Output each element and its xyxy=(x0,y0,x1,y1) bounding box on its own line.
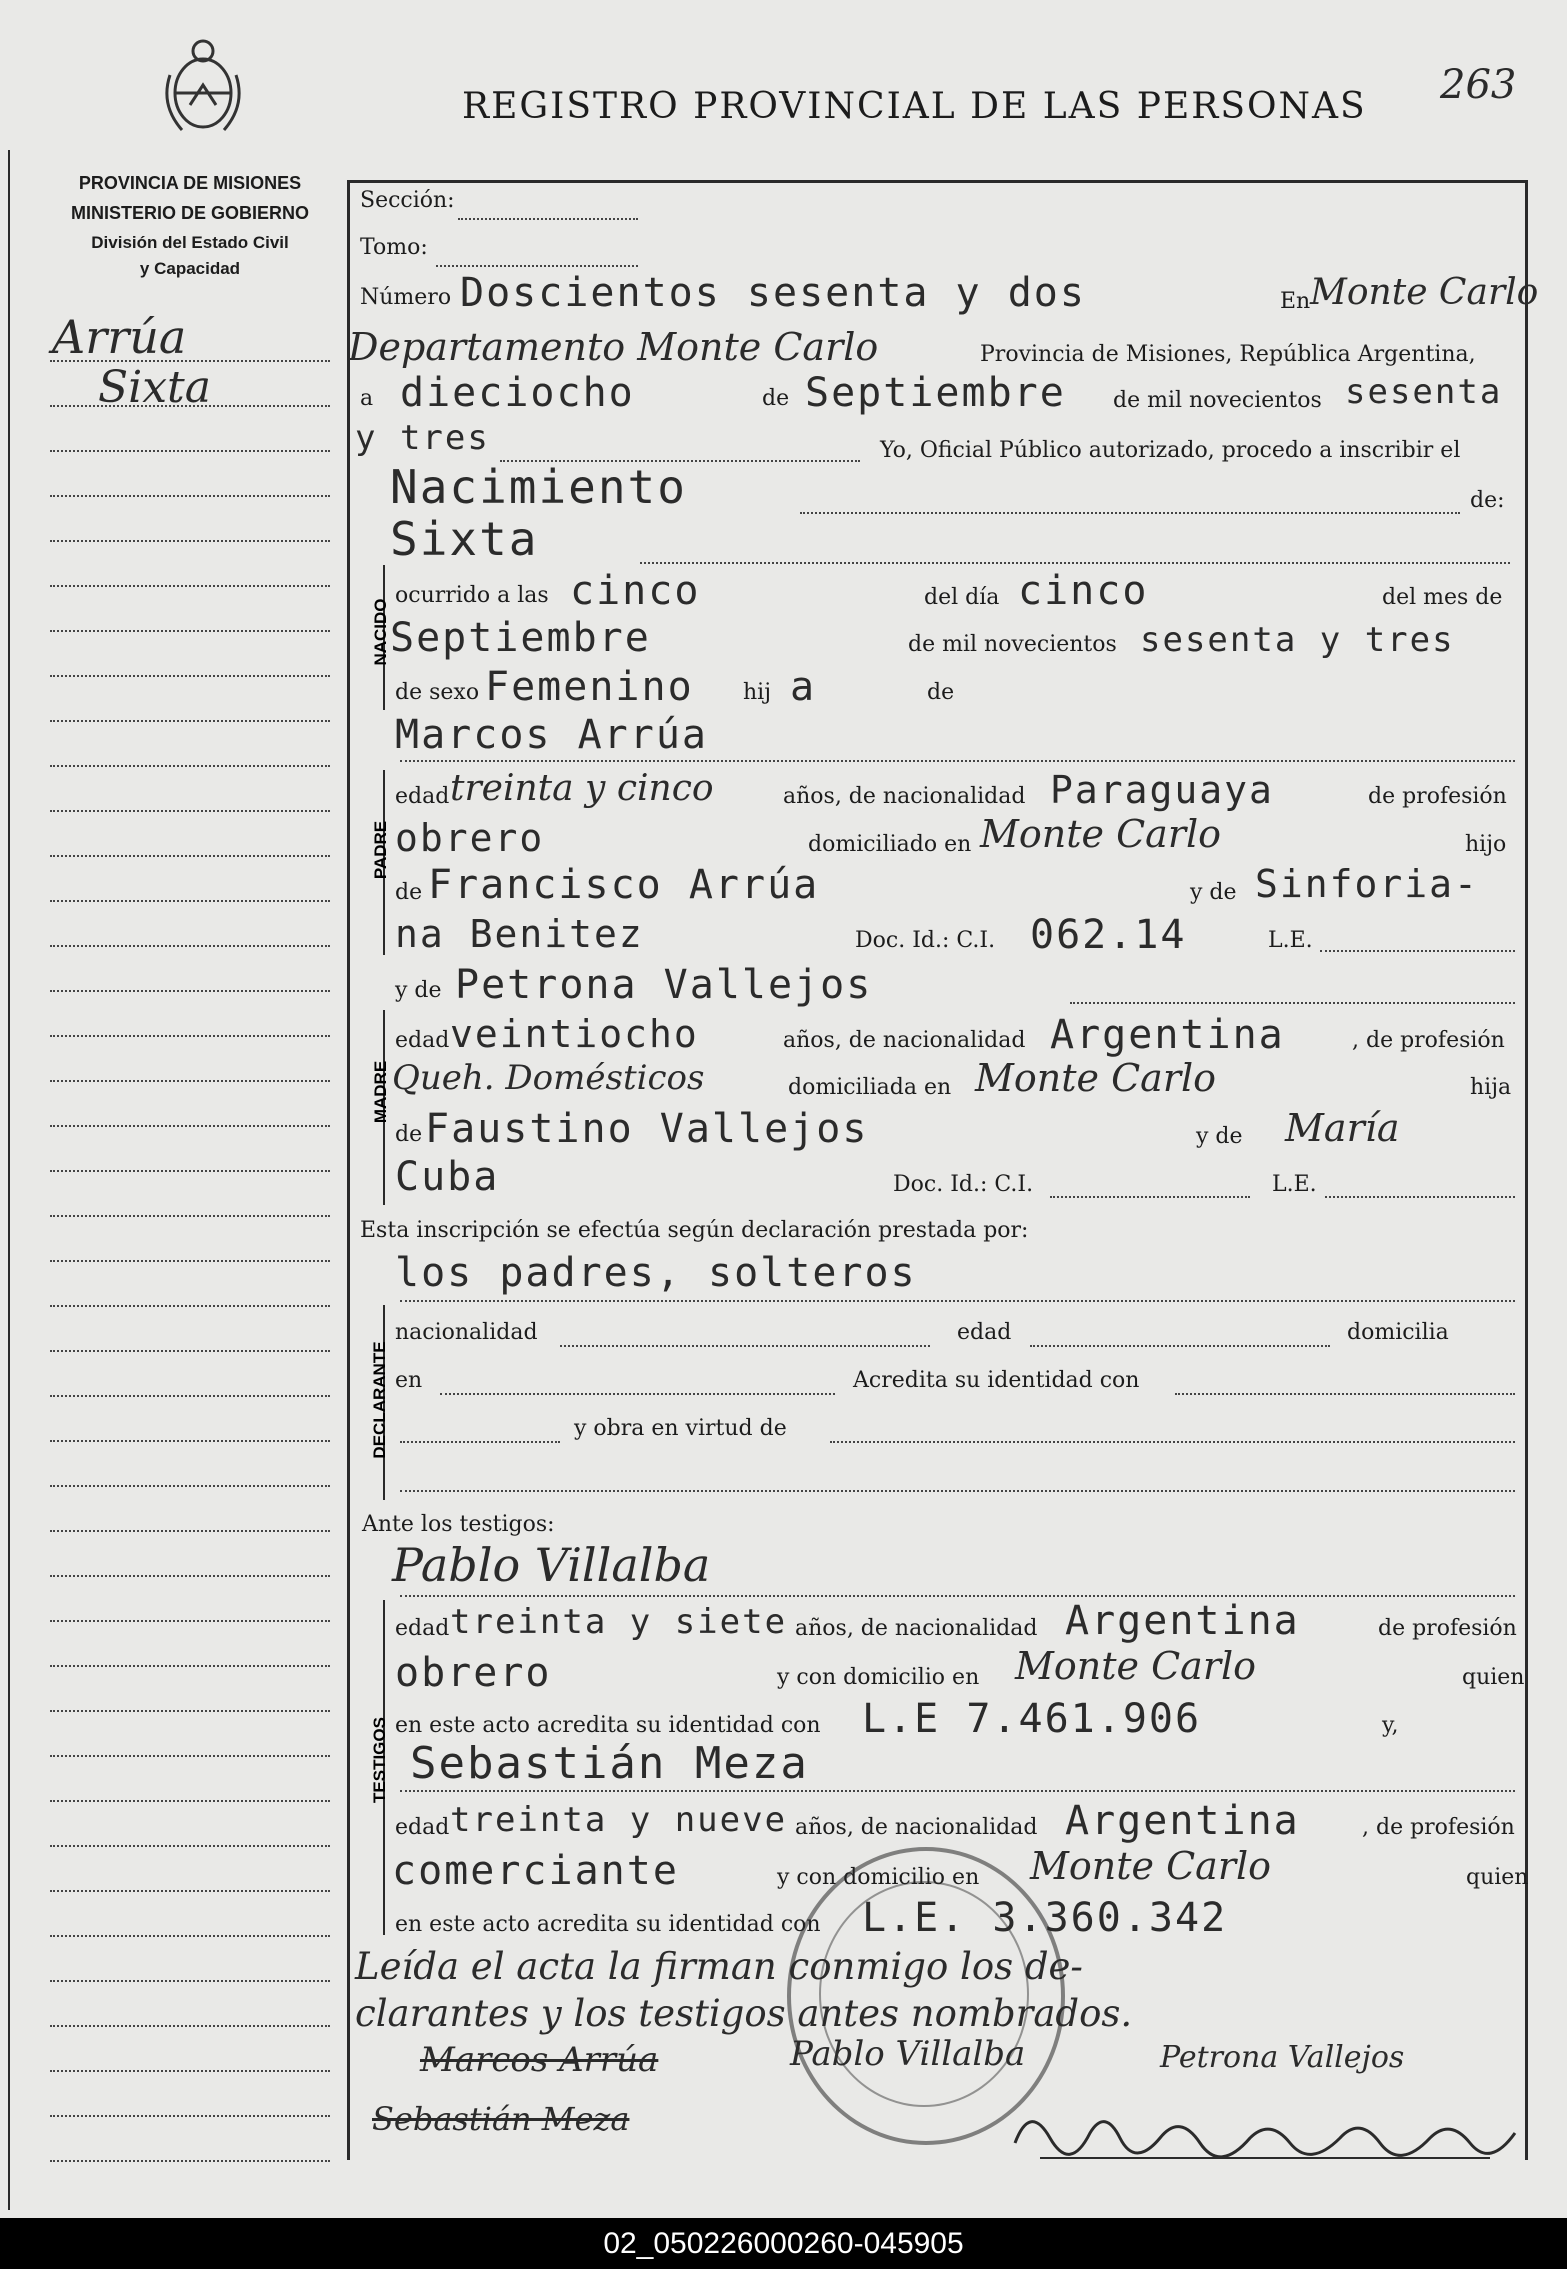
quien-label-2: quien xyxy=(1466,1865,1529,1890)
padre-ci-value: 062.14 xyxy=(1030,912,1187,958)
abuela-m-value-2: Cuba xyxy=(395,1154,500,1200)
signature-oficial-icon xyxy=(1010,2098,1520,2168)
madre-domicilio-value: Monte Carlo xyxy=(975,1056,1217,1100)
signature-padre: Marcos Arrúa xyxy=(420,2040,659,2080)
edad-label: edad xyxy=(395,784,450,809)
acredita-label-2: en este acto acredita su identidad con xyxy=(395,1713,821,1738)
numero-label: Número xyxy=(360,285,452,310)
testigo1-nacionalidad-value: Argentina xyxy=(1065,1598,1300,1644)
y-de-label-3: y de xyxy=(1196,1124,1243,1149)
cierre-line-1: Leída el acta la firman conmigo los de- xyxy=(355,1945,1083,1988)
edad-label-5: edad xyxy=(395,1815,450,1840)
de-mil-label: de mil novecientos xyxy=(1113,388,1322,413)
anio-value: sesenta xyxy=(1345,372,1503,412)
del-mes-label: del mes de xyxy=(1382,585,1503,610)
dia-value: dieciocho xyxy=(400,370,635,416)
signature-madre: Petrona Vallejos xyxy=(1160,2040,1405,2075)
de-profesion-label-2: , de profesión xyxy=(1352,1028,1505,1053)
archive-code: 02_050226000260-045905 xyxy=(0,2218,1567,2269)
de-colon-label: de: xyxy=(1470,488,1505,513)
padre-nacionalidad-value: Paraguaya xyxy=(1050,768,1274,812)
testigo1-nombre-value: Pablo Villalba xyxy=(392,1538,711,1592)
edad-label-4: edad xyxy=(395,1616,450,1641)
en-label-2: en xyxy=(395,1368,423,1393)
obra-label: y obra en virtud de xyxy=(574,1416,787,1441)
le-label: L.E. xyxy=(1268,928,1313,953)
left-edge xyxy=(8,150,10,2210)
de-mil-label-2: de mil novecientos xyxy=(908,632,1117,657)
del-dia-label: del día xyxy=(924,585,1000,610)
padre-domicilio-value: Monte Carlo xyxy=(980,812,1222,856)
padre-nombre-value: Marcos Arrúa xyxy=(395,712,708,758)
cierre-line-2: clarantes y los testigos antes nombrados. xyxy=(355,1992,1133,2035)
y-domicilio-label-2: y con domicilio en xyxy=(777,1865,980,1890)
mes-value: Septiembre xyxy=(805,370,1066,416)
padre-edad-value: treinta y cinco xyxy=(450,768,714,809)
declarante-value: los padres, solteros xyxy=(395,1250,917,1296)
testigo2-nombre-value: Sebastián Meza xyxy=(410,1738,809,1789)
testigo1-doc-value: L.E 7.461.906 xyxy=(862,1696,1202,1742)
testigo1-profesion-value: obrero xyxy=(395,1650,552,1696)
en-value: Monte Carlo xyxy=(1310,272,1539,313)
de-sexo-label: de sexo xyxy=(395,680,480,705)
margin-given-name: Sixta xyxy=(98,362,211,413)
doc-id-label-2: Doc. Id.: C.I. xyxy=(893,1172,1034,1197)
ocurrido-label: ocurrido a las xyxy=(395,583,549,608)
domiciliado-label: domiciliado en xyxy=(808,832,972,857)
provincia-label: Provincia de Misiones, República Argentina, xyxy=(980,342,1476,367)
hijo-label: hijo xyxy=(1465,832,1507,857)
abuela-p-value-2: na Benitez xyxy=(395,912,644,956)
sexo-value: Femenino xyxy=(485,664,694,710)
section-testigos: TESTIGOS xyxy=(370,1717,389,1803)
acto-value: Nacimiento xyxy=(390,460,687,514)
ante-testigos-label: Ante los testigos: xyxy=(362,1512,555,1537)
tomo-label: Tomo: xyxy=(360,235,428,260)
madre-nacionalidad-value: Argentina xyxy=(1050,1012,1285,1058)
departamento-value: Departamento Monte Carlo xyxy=(348,325,879,369)
en-label: En xyxy=(1280,289,1311,314)
abuelo-p-value: Francisco Arrúa xyxy=(428,862,820,908)
hij-suffix-value: a xyxy=(790,664,817,710)
nacionalidad-label: nacionalidad xyxy=(395,1320,538,1345)
anos-nac-label-2: años, de nacionalidad xyxy=(783,1028,1026,1053)
testigo2-doc-value: L.E. 3.360.342 xyxy=(862,1895,1228,1941)
de-label: de xyxy=(762,386,790,411)
province-label: PROVINCIA DE MISIONES xyxy=(78,173,302,193)
madre-nombre-value: Petrona Vallejos xyxy=(455,962,873,1008)
coat-of-arms-icon xyxy=(160,35,246,135)
section-nacido: NACIDO xyxy=(371,598,390,666)
quien-label: quien xyxy=(1462,1665,1525,1690)
abuela-m-value: María xyxy=(1285,1106,1400,1150)
division-label: División del Estado Civil xyxy=(91,233,289,252)
abuela-p-value: Sinforia- xyxy=(1255,862,1479,906)
acredita-label: Acredita su identidad con xyxy=(853,1368,1140,1393)
margin-surname: Arrúa xyxy=(52,310,187,364)
right-border xyxy=(1525,180,1528,2160)
numero-value: Doscientos sesenta y dos xyxy=(460,270,1086,316)
a-label: a xyxy=(360,386,374,411)
de-profesion-label: de profesión xyxy=(1368,784,1507,809)
domicilia-label: domicilia xyxy=(1347,1320,1449,1345)
le-label-2: L.E. xyxy=(1272,1172,1317,1197)
signature-testigo1: Pablo Villalba xyxy=(790,2034,1026,2074)
section-madre: MADRE xyxy=(371,1060,390,1124)
y-de-label: y de xyxy=(1190,880,1237,905)
document-title: REGISTRO PROVINCIAL DE LAS PERSONAS xyxy=(462,86,1367,127)
inscripcion-label: Esta inscripción se efectúa según declaración prestada por: xyxy=(360,1218,1029,1243)
testigo1-edad-value: treinta y siete xyxy=(450,1602,788,1642)
testigo2-nacionalidad-value: Argentina xyxy=(1065,1798,1300,1844)
doc-id-label: Doc. Id.: C.I. xyxy=(855,928,996,953)
y-domicilio-label: y con domicilio en xyxy=(777,1665,980,1690)
testigo2-domicilio-value: Monte Carlo xyxy=(1030,1844,1272,1888)
acredita-label-3: en este acto acredita su identidad con xyxy=(395,1912,821,1937)
y-de-label-2: y de xyxy=(395,978,442,1003)
de-profesion-label-3: de profesión xyxy=(1378,1616,1517,1641)
division-label-2: y Capacidad xyxy=(139,259,241,278)
yo-oficial-label: Yo, Oficial Público autorizado, procedo a inscribir el xyxy=(880,438,1461,463)
domiciliada-label: domiciliada en xyxy=(788,1075,952,1100)
hij-label: hij xyxy=(743,680,772,705)
seccion-label: Sección: xyxy=(360,188,455,213)
testigo2-edad-value: treinta y nueve xyxy=(450,1800,788,1840)
anio-nac-value: sesenta y tres xyxy=(1140,620,1455,660)
top-border xyxy=(347,180,1527,183)
signature-testigo2: Sebastián Meza xyxy=(372,2100,630,2138)
ministry-label: MINISTERIO DE GOBIERNO xyxy=(70,203,310,223)
hija-label: hija xyxy=(1470,1075,1512,1100)
nombre-value: Sixta xyxy=(390,512,539,566)
testigo2-profesion-value: comerciante xyxy=(392,1848,679,1894)
madre-edad-value: veintiocho xyxy=(450,1012,699,1056)
de-label-3: de xyxy=(395,880,423,905)
margin-divider xyxy=(347,180,350,2160)
y-comma-label: y, xyxy=(1382,1713,1399,1738)
de-label-4: de xyxy=(395,1122,423,1147)
hora-value: cinco xyxy=(570,568,701,614)
section-declarante: DECLARANTE xyxy=(370,1341,389,1459)
de-profesion-label-4: , de profesión xyxy=(1362,1815,1515,1840)
madre-profesion-value: Queh. Domésticos xyxy=(392,1058,705,1098)
edad-label-2: edad xyxy=(395,1028,450,1053)
mes-nac-value: Septiembre xyxy=(390,615,651,661)
de-label-2: de xyxy=(927,680,955,705)
section-padre: PADRE xyxy=(371,820,390,880)
testigo1-domicilio-value: Monte Carlo xyxy=(1015,1644,1257,1688)
edad-label-3: edad xyxy=(957,1320,1012,1345)
anos-nac-label: años, de nacionalidad xyxy=(783,784,1026,809)
padre-profesion-value: obrero xyxy=(395,816,545,860)
anos-nac-label-4: años, de nacionalidad xyxy=(795,1815,1038,1840)
anio-value-2: y tres xyxy=(355,418,490,458)
dia-nac-value: cinco xyxy=(1018,568,1149,614)
page-number: 263 xyxy=(1440,62,1517,108)
anos-nac-label-3: años, de nacionalidad xyxy=(795,1616,1038,1641)
abuelo-m-value: Faustino Vallejos xyxy=(425,1106,869,1152)
